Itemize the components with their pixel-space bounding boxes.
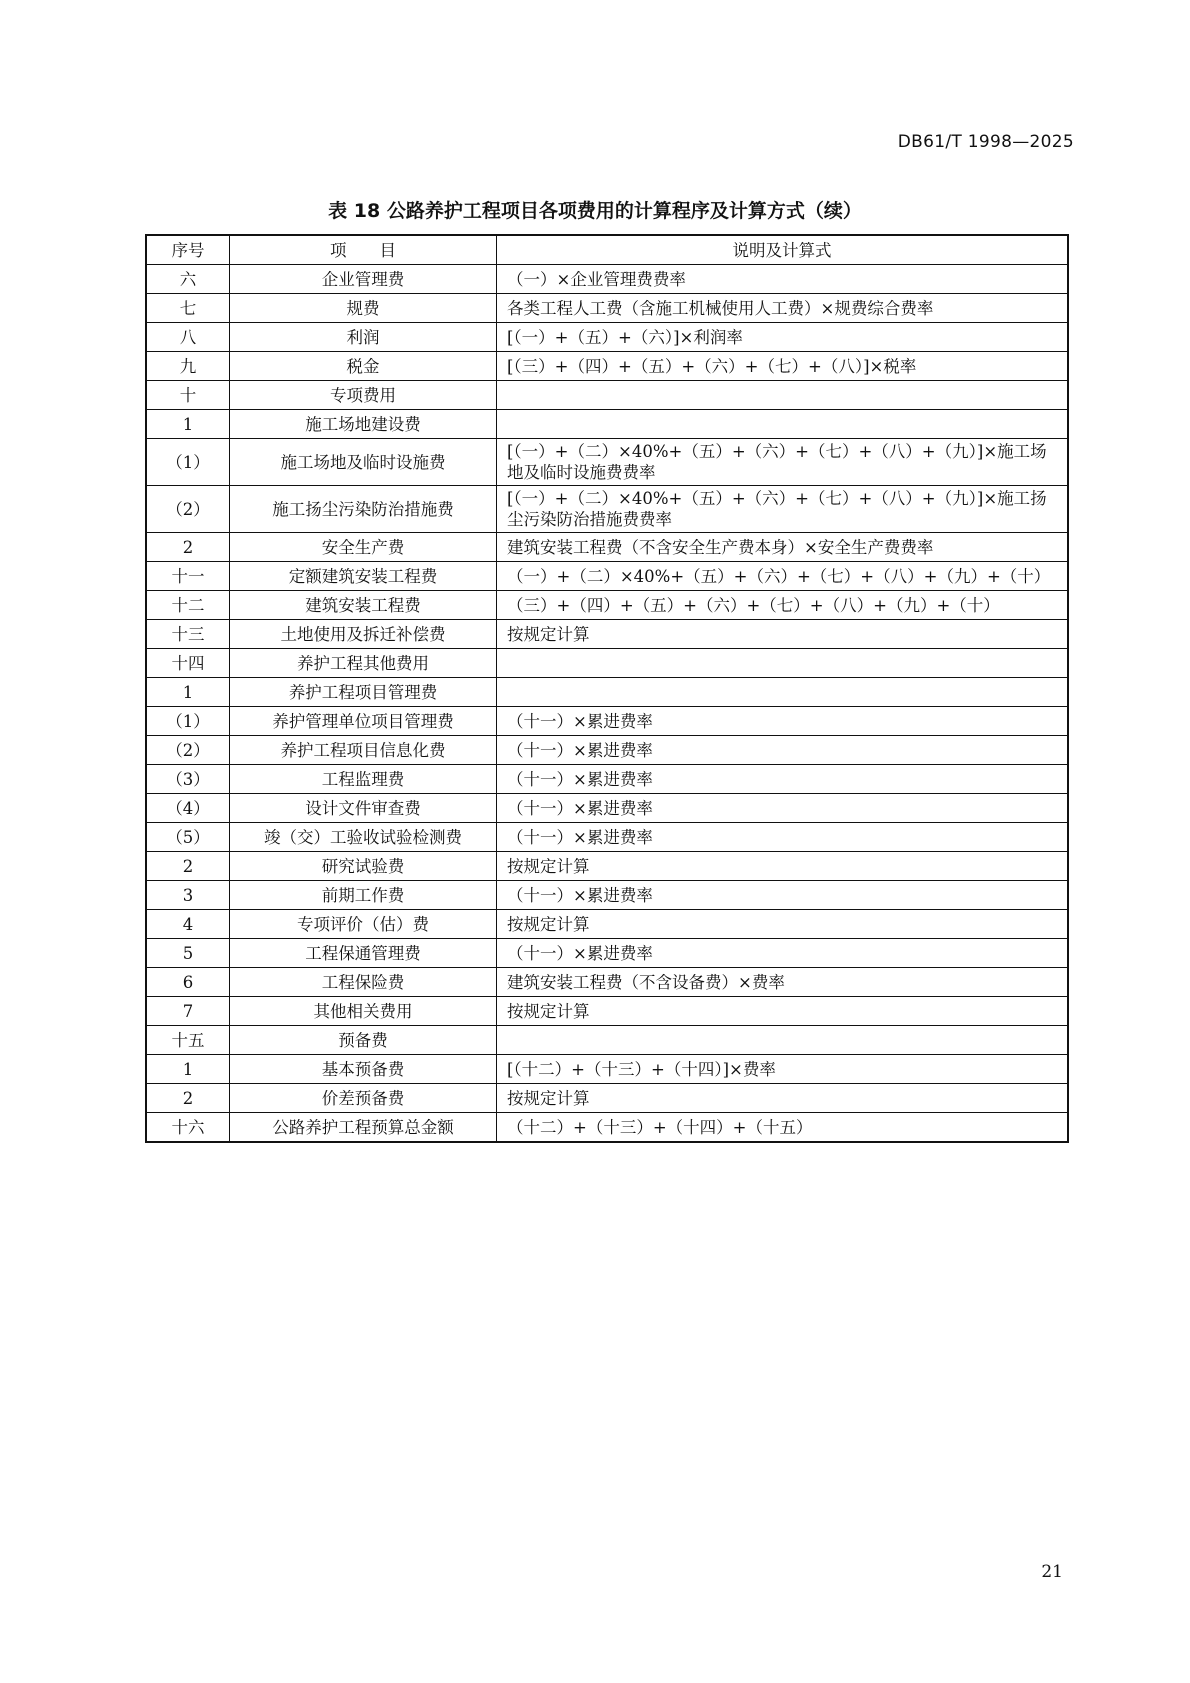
row-number-cell: 1 xyxy=(146,410,230,439)
row-description-cell: [（一）+（二）×40%+（五）+（六）+（七）+（八）+（九）]×施工扬尘污染防治措施费费率 xyxy=(497,486,1069,533)
table-row xyxy=(146,1084,1068,1113)
row-number-cell: 十四 xyxy=(146,649,230,678)
table-row xyxy=(146,678,1068,707)
table-title: 表 18 公路养护工程项目各项费用的计算程序及计算方式（续） xyxy=(328,200,862,222)
row-description-cell xyxy=(497,649,1069,678)
table-row xyxy=(146,265,1068,294)
row-number-cell: 2 xyxy=(146,533,230,562)
table-row xyxy=(146,486,1068,533)
table-header-row xyxy=(146,235,1068,265)
row-item-cell: 企业管理费 xyxy=(230,265,497,294)
row-number-cell: （1） xyxy=(146,439,230,486)
row-number-cell: （4） xyxy=(146,794,230,823)
row-description-cell: （十一）×累进费率 xyxy=(497,939,1069,968)
page-number: 21 xyxy=(1041,1562,1063,1582)
row-item-cell: 基本预备费 xyxy=(230,1055,497,1084)
row-item-cell: 施工场地建设费 xyxy=(230,410,497,439)
table-row xyxy=(146,707,1068,736)
row-item-cell: 建筑安装工程费 xyxy=(230,591,497,620)
table-row xyxy=(146,910,1068,939)
row-item-cell: 施工扬尘污染防治措施费 xyxy=(230,486,497,533)
row-number-cell: 七 xyxy=(146,294,230,323)
row-description-cell: （三）+（四）+（五）+（六）+（七）+（八）+（九）+（十） xyxy=(497,591,1069,620)
row-number-cell: （3） xyxy=(146,765,230,794)
table-row xyxy=(146,881,1068,910)
row-number-cell: 6 xyxy=(146,968,230,997)
row-description-cell: 按规定计算 xyxy=(497,620,1069,649)
row-description-cell: （十一）×累进费率 xyxy=(497,823,1069,852)
row-number-cell: 六 xyxy=(146,265,230,294)
table-row xyxy=(146,439,1068,486)
table-row xyxy=(146,823,1068,852)
row-description-cell xyxy=(497,1026,1069,1055)
row-description-cell: 按规定计算 xyxy=(497,1084,1069,1113)
row-number-cell: 十五 xyxy=(146,1026,230,1055)
table-row xyxy=(146,410,1068,439)
table-row xyxy=(146,1026,1068,1055)
row-description-cell: （一）×企业管理费费率 xyxy=(497,265,1069,294)
row-number-cell: 7 xyxy=(146,997,230,1026)
row-item-cell: 利润 xyxy=(230,323,497,352)
row-item-cell: 专项评价（估）费 xyxy=(230,910,497,939)
row-item-cell: 其他相关费用 xyxy=(230,997,497,1026)
row-number-cell: 3 xyxy=(146,881,230,910)
table-row xyxy=(146,997,1068,1026)
row-item-cell: 工程保通管理费 xyxy=(230,939,497,968)
table-row xyxy=(146,939,1068,968)
row-item-cell: 养护管理单位项目管理费 xyxy=(230,707,497,736)
table-row xyxy=(146,294,1068,323)
table-row xyxy=(146,968,1068,997)
row-description-cell xyxy=(497,410,1069,439)
row-number-cell: 1 xyxy=(146,678,230,707)
row-description-cell xyxy=(497,381,1069,410)
row-number-cell: 十三 xyxy=(146,620,230,649)
column-header-description: 说明及计算式 xyxy=(497,235,1069,265)
row-number-cell: 九 xyxy=(146,352,230,381)
row-description-cell xyxy=(497,678,1069,707)
row-item-cell: 养护工程项目信息化费 xyxy=(230,736,497,765)
table-row xyxy=(146,794,1068,823)
row-item-cell: 专项费用 xyxy=(230,381,497,410)
row-item-cell: 预备费 xyxy=(230,1026,497,1055)
row-item-cell: 公路养护工程预算总金额 xyxy=(230,1113,497,1143)
table-row xyxy=(146,1113,1068,1143)
table-row xyxy=(146,562,1068,591)
row-description-cell: （十二）+（十三）+（十四）+（十五） xyxy=(497,1113,1069,1143)
table-row xyxy=(146,1055,1068,1084)
row-number-cell: 2 xyxy=(146,1084,230,1113)
row-number-cell: （5） xyxy=(146,823,230,852)
column-header-no: 序号 xyxy=(146,235,230,265)
table-row xyxy=(146,852,1068,881)
row-description-cell: （十一）×累进费率 xyxy=(497,881,1069,910)
row-number-cell: （2） xyxy=(146,486,230,533)
table-row xyxy=(146,533,1068,562)
row-number-cell: 4 xyxy=(146,910,230,939)
row-item-cell: 土地使用及拆迁补偿费 xyxy=(230,620,497,649)
row-item-cell: 养护工程其他费用 xyxy=(230,649,497,678)
row-number-cell: 2 xyxy=(146,852,230,881)
row-number-cell: （1） xyxy=(146,707,230,736)
row-item-cell: 安全生产费 xyxy=(230,533,497,562)
row-description-cell: （十一）×累进费率 xyxy=(497,765,1069,794)
row-description-cell: 按规定计算 xyxy=(497,910,1069,939)
row-item-cell: 研究试验费 xyxy=(230,852,497,881)
row-number-cell: 十六 xyxy=(146,1113,230,1143)
row-number-cell: 八 xyxy=(146,323,230,352)
row-number-cell: （2） xyxy=(146,736,230,765)
row-description-cell: 按规定计算 xyxy=(497,852,1069,881)
row-item-cell: 价差预备费 xyxy=(230,1084,497,1113)
table-row xyxy=(146,381,1068,410)
row-description-cell: （十一）×累进费率 xyxy=(497,794,1069,823)
row-item-cell: 前期工作费 xyxy=(230,881,497,910)
table-row xyxy=(146,620,1068,649)
row-description-cell: （十一）×累进费率 xyxy=(497,707,1069,736)
table-row xyxy=(146,591,1068,620)
row-item-cell: 定额建筑安装工程费 xyxy=(230,562,497,591)
row-description-cell: [（一）+（五）+（六）]×利润率 xyxy=(497,323,1069,352)
row-item-cell: 工程保险费 xyxy=(230,968,497,997)
column-header-item: 项 目 xyxy=(230,235,497,265)
row-description-cell: 按规定计算 xyxy=(497,997,1069,1026)
table-row xyxy=(146,765,1068,794)
row-description-cell: [（三）+（四）+（五）+（六）+（七）+（八）]×税率 xyxy=(497,352,1069,381)
row-item-cell: 工程监理费 xyxy=(230,765,497,794)
table-row xyxy=(146,649,1068,678)
row-number-cell: 十二 xyxy=(146,591,230,620)
fee-calculation-table xyxy=(145,234,1069,1143)
row-description-cell: （十一）×累进费率 xyxy=(497,736,1069,765)
row-description-cell: [（一）+（二）×40%+（五）+（六）+（七）+（八）+（九）]×施工场地及临时设施费费率 xyxy=(497,439,1069,486)
row-description-cell: 建筑安装工程费（不含安全生产费本身）×安全生产费费率 xyxy=(497,533,1069,562)
table-row xyxy=(146,352,1068,381)
row-number-cell: 十 xyxy=(146,381,230,410)
row-item-cell: 施工场地及临时设施费 xyxy=(230,439,497,486)
row-description-cell: [（十二）+（十三）+（十四）]×费率 xyxy=(497,1055,1069,1084)
row-description-cell: 各类工程人工费（含施工机械使用人工费）×规费综合费率 xyxy=(497,294,1069,323)
row-item-cell: 养护工程项目管理费 xyxy=(230,678,497,707)
row-item-cell: 税金 xyxy=(230,352,497,381)
table-body xyxy=(146,265,1068,1143)
document-code: DB61/T 1998—2025 xyxy=(897,132,1074,152)
row-item-cell: 竣（交）工验收试验检测费 xyxy=(230,823,497,852)
row-number-cell: 5 xyxy=(146,939,230,968)
row-number-cell: 1 xyxy=(146,1055,230,1084)
row-description-cell: 建筑安装工程费（不含设备费）×费率 xyxy=(497,968,1069,997)
row-number-cell: 十一 xyxy=(146,562,230,591)
row-item-cell: 规费 xyxy=(230,294,497,323)
row-item-cell: 设计文件审查费 xyxy=(230,794,497,823)
table-row xyxy=(146,323,1068,352)
row-description-cell: （一）+（二）×40%+（五）+（六）+（七）+（八）+（九）+（十） xyxy=(497,562,1069,591)
table-row xyxy=(146,736,1068,765)
